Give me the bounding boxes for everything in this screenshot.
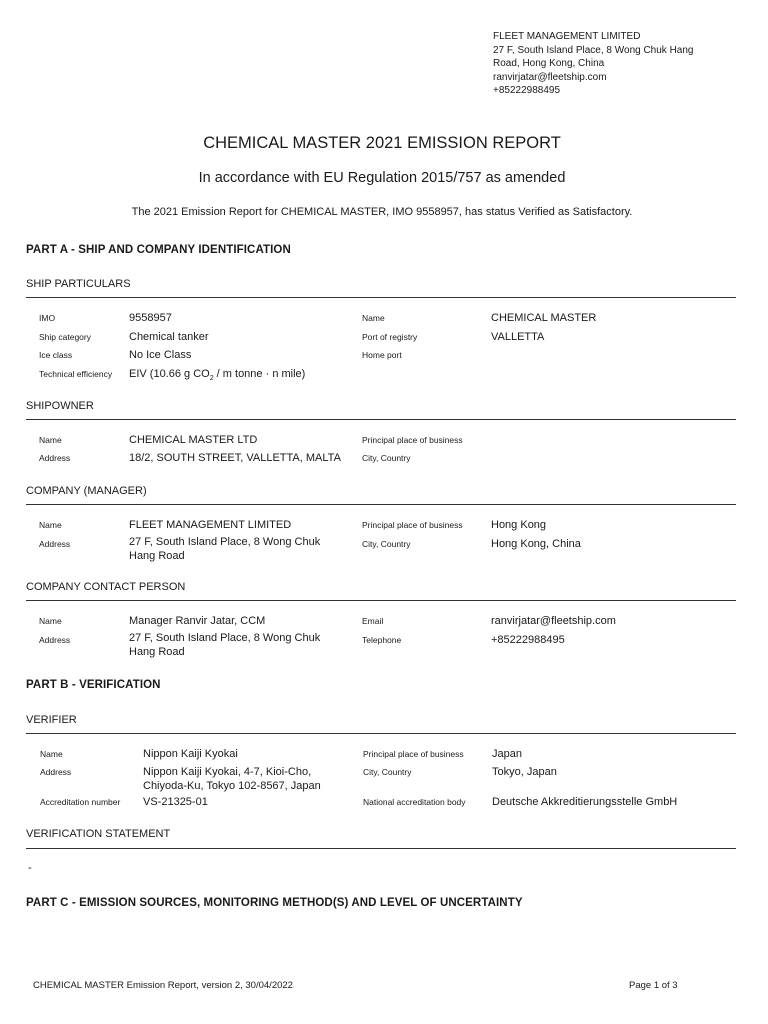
ice-class-value: No Ice Class: [129, 349, 192, 361]
ship-category-label: Ship category: [39, 332, 91, 342]
verifier-name-value: Nippon Kaiji Kyokai: [143, 748, 238, 760]
verifier-heading: VERIFIER: [26, 714, 77, 726]
header-email: ranvirjatar@fleetship.com: [493, 71, 607, 83]
ice-class-label: Ice class: [39, 350, 73, 360]
contact-person-heading: COMPANY CONTACT PERSON: [26, 581, 186, 593]
contact-email-value: ranvirjatar@fleetship.com: [491, 615, 616, 627]
technical-efficiency-label: Technical efficiency: [39, 369, 113, 379]
company-city-label: City, Country: [362, 539, 411, 549]
shipowner-city-label: City, Country: [362, 453, 411, 463]
verifier-address-value: Nippon Kaiji Kyokai, 4-7, Kioi-Cho, Chiyoda-Ku, Tokyo 102-8567, Japan: [143, 766, 321, 792]
part-b-heading: PART B - VERIFICATION: [26, 679, 161, 691]
accreditation-number-label: Accreditation number: [40, 797, 121, 807]
section-divider: [26, 848, 736, 849]
report-title: CHEMICAL MASTER 2021 EMISSION REPORT: [203, 134, 561, 152]
technical-efficiency-value: EIV (10.66 g $CO_2$ / m tonne · n mile): [129, 368, 306, 383]
verifier-city-label: City, Country: [363, 767, 412, 777]
accreditation-body-label: National accreditation body: [363, 797, 466, 807]
ship-particulars-heading: SHIP PARTICULARS: [26, 278, 131, 290]
shipowner-ppb-label: Principal place of business: [362, 435, 463, 445]
company-ppb-label: Principal place of business: [362, 520, 463, 530]
shipowner-name-label: Name: [39, 435, 62, 445]
header-address-block: [493, 30, 694, 98]
contact-telephone-label: Telephone: [362, 635, 402, 645]
section-divider: [26, 504, 736, 505]
port-of-registry-value: VALLETTA: [491, 331, 545, 343]
report-subtitle: In accordance with EU Regulation 2015/757 as amended: [198, 170, 566, 186]
port-of-registry-label: Port of registry: [362, 332, 418, 342]
verifier-name-label: Name: [40, 749, 63, 759]
shipowner-address-value: 18/2, SOUTH STREET, VALLETTA, MALTA: [129, 452, 341, 464]
verifier-address-label: Address: [40, 767, 72, 777]
verifier-ppb-value: Japan: [492, 748, 522, 760]
part-a-heading: PART A - SHIP AND COMPANY IDENTIFICATION: [26, 244, 291, 256]
header-company: FLEET MANAGEMENT LIMITED: [493, 31, 641, 42]
shipowner-address-label: Address: [39, 453, 71, 463]
shipowner-name-value: CHEMICAL MASTER LTD: [129, 434, 258, 446]
verification-statement-heading: VERIFICATION STATEMENT: [26, 828, 171, 840]
company-address-label: Address: [39, 539, 71, 549]
company-ppb-value: Hong Kong: [491, 519, 547, 531]
contact-name-value: Manager Ranvir Jatar, CCM: [129, 615, 266, 627]
company-address-value: 27 F, South Island Place, 8 Wong Chuk Hang Road: [129, 536, 321, 562]
imo-value: 9558957: [129, 312, 172, 324]
section-divider: [26, 297, 736, 298]
accreditation-number-value: VS-21325-01: [143, 796, 208, 808]
status-sentence: The 2021 Emission Report for CHEMICAL MASTER, IMO 9558957, has status Verified as Satisfactory.: [131, 206, 633, 218]
contact-address-label: Address: [39, 635, 71, 645]
header-phone: +85222988495: [493, 85, 561, 97]
home-port-label: Home port: [362, 350, 402, 360]
section-divider: [26, 600, 736, 601]
company-manager-heading: COMPANY (MANAGER): [26, 485, 147, 497]
contact-email-label: Email: [362, 616, 384, 626]
contact-address-value: 27 F, South Island Place, 8 Wong Chuk Hang Road: [129, 632, 321, 658]
ship-name-value: CHEMICAL MASTER: [491, 312, 597, 324]
section-divider: [26, 419, 736, 420]
company-name-value: FLEET MANAGEMENT LIMITED: [129, 519, 292, 531]
ship-name-label: Name: [362, 313, 385, 323]
verifier-city-value: Tokyo, Japan: [492, 766, 557, 778]
imo-label: IMO: [39, 313, 56, 323]
company-city-value: Hong Kong, China: [491, 538, 581, 550]
footer-page-number: Page 1 of 3: [629, 980, 678, 991]
contact-telephone-value: +85222988495: [491, 634, 565, 646]
part-c-heading: PART C - EMISSION SOURCES, MONITORING METHOD(S) AND LEVEL OF UNCERTAINTY: [26, 897, 523, 909]
shipowner-heading: SHIPOWNER: [26, 400, 94, 412]
footer-document-info: CHEMICAL MASTER Emission Report, version 2, 30/04/2022: [33, 980, 293, 991]
ship-category-value: Chemical tanker: [129, 331, 209, 343]
header-address-line2: Road, Hong Kong, China: [493, 58, 605, 70]
section-divider: [26, 733, 736, 734]
contact-name-label: Name: [39, 616, 62, 626]
verifier-ppb-label: Principal place of business: [363, 749, 464, 759]
verification-statement-text: -: [28, 862, 32, 874]
accreditation-body-value: Deutsche Akkreditierungsstelle GmbH: [492, 796, 678, 808]
header-address-line1: 27 F, South Island Place, 8 Wong Chuk Hang: [493, 44, 694, 56]
company-name-label: Name: [39, 520, 62, 530]
